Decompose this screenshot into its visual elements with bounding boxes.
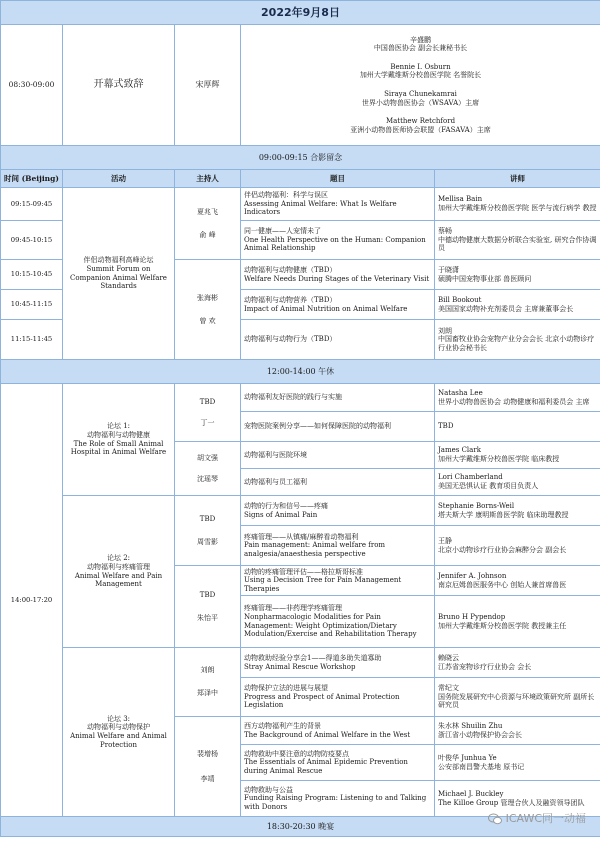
speaker-title: 世界小动物兽医协会 动物健康和福利委员会 主席 [438,397,590,406]
host-name: TBD [199,514,216,523]
session-topic [241,320,435,360]
session-topic [241,566,435,596]
session-topic [241,221,435,260]
session-topic [241,678,435,717]
host-name: 张海彬 [197,293,218,302]
session-speaker [435,566,600,596]
module-title: 论坛 1: [106,422,131,431]
topic-cn: 西方动物福利产生的背景 [244,721,321,730]
topic-en: Using a Decision Tree for Pain Management Therapies [244,576,402,593]
session-speaker [435,320,600,360]
header-activity: 活动 [63,170,175,188]
module-3-hosts [175,648,241,717]
topic-en: Nonpharmacologic Modalities for Pain Management: Weight Optimization/Dietary Modulation/Exercise and Rehabilitation Therapy [244,612,417,639]
session-topic [241,526,435,566]
session-speaker [435,596,600,648]
topic-en: Impact of Animal Nutrition on Animal Welfare [244,304,408,313]
speaker-name: Bruno H Pypendop [438,612,506,621]
topic-cn: 动物救助经验分享会1——得道多助失道寡助 [244,653,382,662]
speaker-title: 国务院发展研究中心资源与环境政策研究所 副所长 研究员 [438,692,595,710]
speaker-title: 公安部南昌警犬基地 原书记 [438,762,525,771]
speaker-name: TBD [438,422,454,431]
module-3-hosts-b [175,717,241,817]
opening-time: 08:30-09:00 [1,25,63,146]
topic-en: Progress and Prospect of Animal Protection Legislation [244,692,400,710]
opening-speakers [241,25,600,146]
module-1-hosts-b [175,442,241,496]
speaker-name: Lori Chamberland [438,473,503,482]
host-name: 李靖 [200,774,215,783]
module-subtitle: 动物福利与动物保护 [87,723,150,732]
opening-speaker-name: 辛盛鹏 [410,35,431,44]
topic-cn: 动物救助中要注意的动物防疫要点 [244,749,349,758]
session-topic [241,260,435,290]
topic-cn: 动物福利与医院环境 [244,450,307,459]
topic-cn: 疼痛管理——从镇痛/麻醉看动物福利 [244,532,359,541]
module-subtitle: 动物福利与疼痛管理 [87,562,150,571]
photo-break: 09:00-09:15 合影留念 [1,146,600,170]
forum-hosts-b [175,260,241,360]
opening-speaker-name: Bennie I. Osburn [390,62,451,71]
schedule-date: 2022年9月8日 [1,1,600,25]
host-name: 裴增杨 [197,749,218,758]
session-speaker [435,745,600,781]
host-name: TBD [199,590,216,599]
session-topic [241,596,435,648]
topic-cn: 宠物医院案例分享——如何保障医院的动物福利 [244,422,391,431]
topic-cn: 动物福利与员工福利 [244,477,307,486]
speaker-name: 王静 [438,536,452,545]
host-name: 郑泽中 [197,689,218,697]
lunch-break: 12:00-14:00 午休 [1,360,600,384]
session-topic [241,412,435,442]
topic-cn: 伴侣动物福利：科学与误区 [244,191,328,200]
topic-cn: 动物保护立法的进展与展望 [244,684,328,693]
speaker-title: 南京厄姆兽医服务中心 创始人兼首席兽医 [438,580,567,589]
wechat-icon [488,813,502,825]
photo-break-row [1,146,600,170]
speaker-name: Natasha Lee [438,388,483,397]
session-speaker [435,442,600,469]
speaker-title: 加州大学戴维斯分校兽医学院 临床教授 [438,455,560,463]
session-speaker [435,678,600,717]
topic-en: One Health Perspective on the Human: Companion Animal Relationship [244,235,426,253]
session-time: 10:15-10:45 [1,260,63,290]
topic-en: The Essentials of Animal Epidemic Prevention during Animal Rescue [244,758,408,775]
session-topic [241,290,435,320]
speaker-title: 加州大学戴维斯分校兽医学院 医学与流行病学 教授 [438,204,597,212]
speaker-title: 中德动物健康大数据分析联合实验室, 研究合作协调员 [438,235,597,253]
host-name: 朱怡平 [197,613,218,622]
watermark [488,812,586,825]
host-name: 沈瑶琴 [197,474,218,483]
topic-en: Welfare Needs During Stages of the Veterinary Visit [244,274,430,283]
host-name: 周雪影 [197,537,218,546]
session-time: 11:15-11:45 [1,320,63,360]
topic-cn: 同一健康——人宠情未了 [244,227,321,236]
session-speaker [435,717,600,745]
forum-hosts-a [175,188,241,260]
opening-row [1,25,600,146]
opening-speaker-name: Matthew Retchford [385,117,456,126]
speaker-name: James Clark [438,446,481,455]
topic-en: Assessing Animal Welfare: What Is Welfare Indicators [244,199,397,217]
session-speaker [435,648,600,678]
speaker-title: 硕腾中国宠物事业部 兽医顾问 [438,274,532,283]
topic-en: The Background of Animal Welfare in the West [244,730,411,739]
speaker-title: 加州大学戴维斯分校兽医学院 教授兼主任 [438,621,567,630]
session-topic [241,781,435,817]
topic-en: Pain management: Animal welfare from analgesia/anaesthesia perspective [244,541,386,558]
session-speaker [435,496,600,526]
header-topic: 题目 [241,170,435,188]
session-speaker [435,412,600,442]
topic-cn: 动物的疼痛管理评估——格拉斯哥标准 [244,567,363,576]
module-subtitle: 动物福利与动物健康 [87,430,150,439]
speaker-name: Mellisa Bain [438,195,483,204]
dinner-break: 18:30-20:30 晚宴 [1,817,600,837]
module-1 [63,384,175,496]
speaker-name: 朱水林 Shuilin Zhu [438,721,503,730]
host-name: 俞 峰 [199,230,216,239]
session-speaker [435,188,600,221]
opening-speaker-name: Siraya Chunekamrai [384,90,457,98]
module-title-en: Animal Welfare and Pain Management [74,571,163,589]
session-topic [241,648,435,678]
speaker-name: 于晓潇 [438,265,459,274]
table-row [1,188,600,221]
session-time: 09:15-09:45 [1,188,63,221]
speaker-name: 叶俊华 Junhua Ye [438,753,497,762]
topic-cn: 动物的行为和信号——疼痛 [244,501,328,510]
speaker-title: 美国无恐惧认证 教育项目负责人 [438,482,539,490]
session-speaker [435,221,600,260]
session-time: 09:45-10:15 [1,221,63,260]
host-name: TBD [199,397,216,406]
topic-cn: 动物救助与公益 [244,785,293,794]
opening-speaker-title: 亚洲小动物兽医师协会联盟（FASAVA）主席 [350,125,491,134]
topic-en: Stray Animal Rescue Workshop [244,662,356,671]
session-topic [241,384,435,412]
topic-en: Funding Raising Program: Listening to and Talking with Donors [244,794,427,811]
session-speaker [435,290,600,320]
module-title: 论坛 2: [106,554,131,563]
host-name: 曾 欢 [199,316,216,325]
speaker-title: 塔夫斯大学 康明斯兽医学院 临床助理教授 [438,510,569,519]
topic-cn: 动物福利与动物健康（TBD） [244,265,337,274]
module-3 [63,648,175,817]
table-row [1,496,600,526]
module-1-hosts [175,384,241,442]
topic-cn: 动物福利与动物行为（TBD） [244,335,337,344]
opening-speaker-title: 世界小动物兽医协会（WSAVA）主席 [361,98,480,107]
speaker-name: Bill Bookout [438,295,482,304]
afternoon-time: 14:00-17:20 [1,384,63,817]
module-title: 论坛 3: [106,714,131,723]
session-topic [241,496,435,526]
module-2 [63,496,175,648]
forum-activity [63,188,175,360]
module-title-en: The Role of Small Animal Hospital in Animal Welfare [70,439,167,457]
table-row [1,648,600,678]
speaker-title: 浙江省小动物保护协会会长 [438,730,522,739]
session-speaker [435,384,600,412]
watermark-text: ICAWC同一动福 [505,812,586,825]
module-title-en: Animal Welfare and Animal Protection [70,732,167,749]
host-name: 刘朗 [200,666,215,675]
session-time: 10:45-11:15 [1,290,63,320]
opening-host: 宋厚辉 [175,25,241,146]
speaker-title: 中国畜牧业协会宠物产业分会会长 北京小动物诊疗行业协会秘书长 [438,335,595,352]
host-name: 夏兆飞 [197,207,218,216]
host-name: 丁一 [200,418,215,427]
module-2-hosts [175,496,241,566]
host-name: 胡文强 [197,453,218,462]
module-2-hosts-b [175,566,241,648]
session-speaker [435,260,600,290]
topic-cn: 疼痛管理——非药理学疼痛管理 [244,604,342,613]
speaker-name: Jennifer A. Johnson [438,571,507,580]
topic-cn: 动物福利友好医院的践行与实施 [244,393,342,402]
opening-speaker-title: 加州大学戴维斯分校兽医学院 名誉院长 [359,71,482,80]
session-speaker [435,526,600,566]
speaker-name: 常纪文 [438,684,459,693]
opening-speaker-title: 中国兽医协会 副会长兼秘书长 [373,44,468,53]
topic-cn: 动物福利与动物营养（TBD） [244,295,337,304]
speaker-title: 美国国家动物补充剂委员会 主席兼董事会长 [438,304,574,313]
session-topic [241,745,435,781]
speaker-title: The Killoe Group 管理合伙人及融资领导团队 [438,798,585,807]
speaker-name: 刘朗 [438,326,452,335]
session-topic [241,469,435,496]
session-topic [241,717,435,745]
speaker-name: 蔡畅 [438,227,452,236]
speaker-name: Stephanie Borns-Weil [438,501,515,510]
session-speaker [435,469,600,496]
speaker-title: 江苏省宠物诊疗行业协会 会长 [438,662,532,671]
opening-activity: 开幕式致辞 [63,25,175,146]
speaker-name: Michael J. Buckley [438,789,504,798]
forum-activity-cn: 伴侣动物福利高峰论坛 [83,256,154,265]
lunch-row [1,360,600,384]
header-host: 主持人 [175,170,241,188]
header-time: 时间 (Beijing) [1,170,63,188]
table-row [1,384,600,412]
speaker-title: 北京小动物诊疗行业协会麻醉分会 副会长 [438,545,567,554]
speaker-name: 赖晓云 [438,653,459,662]
header-row [1,170,600,188]
session-topic [241,442,435,469]
session-topic [241,188,435,221]
header-speaker: 讲师 [435,170,600,188]
topic-en: Signs of Animal Pain [244,510,318,519]
forum-activity-en: Summit Forum on Companion Animal Welfare Standards [70,264,167,291]
date-row [1,1,600,25]
